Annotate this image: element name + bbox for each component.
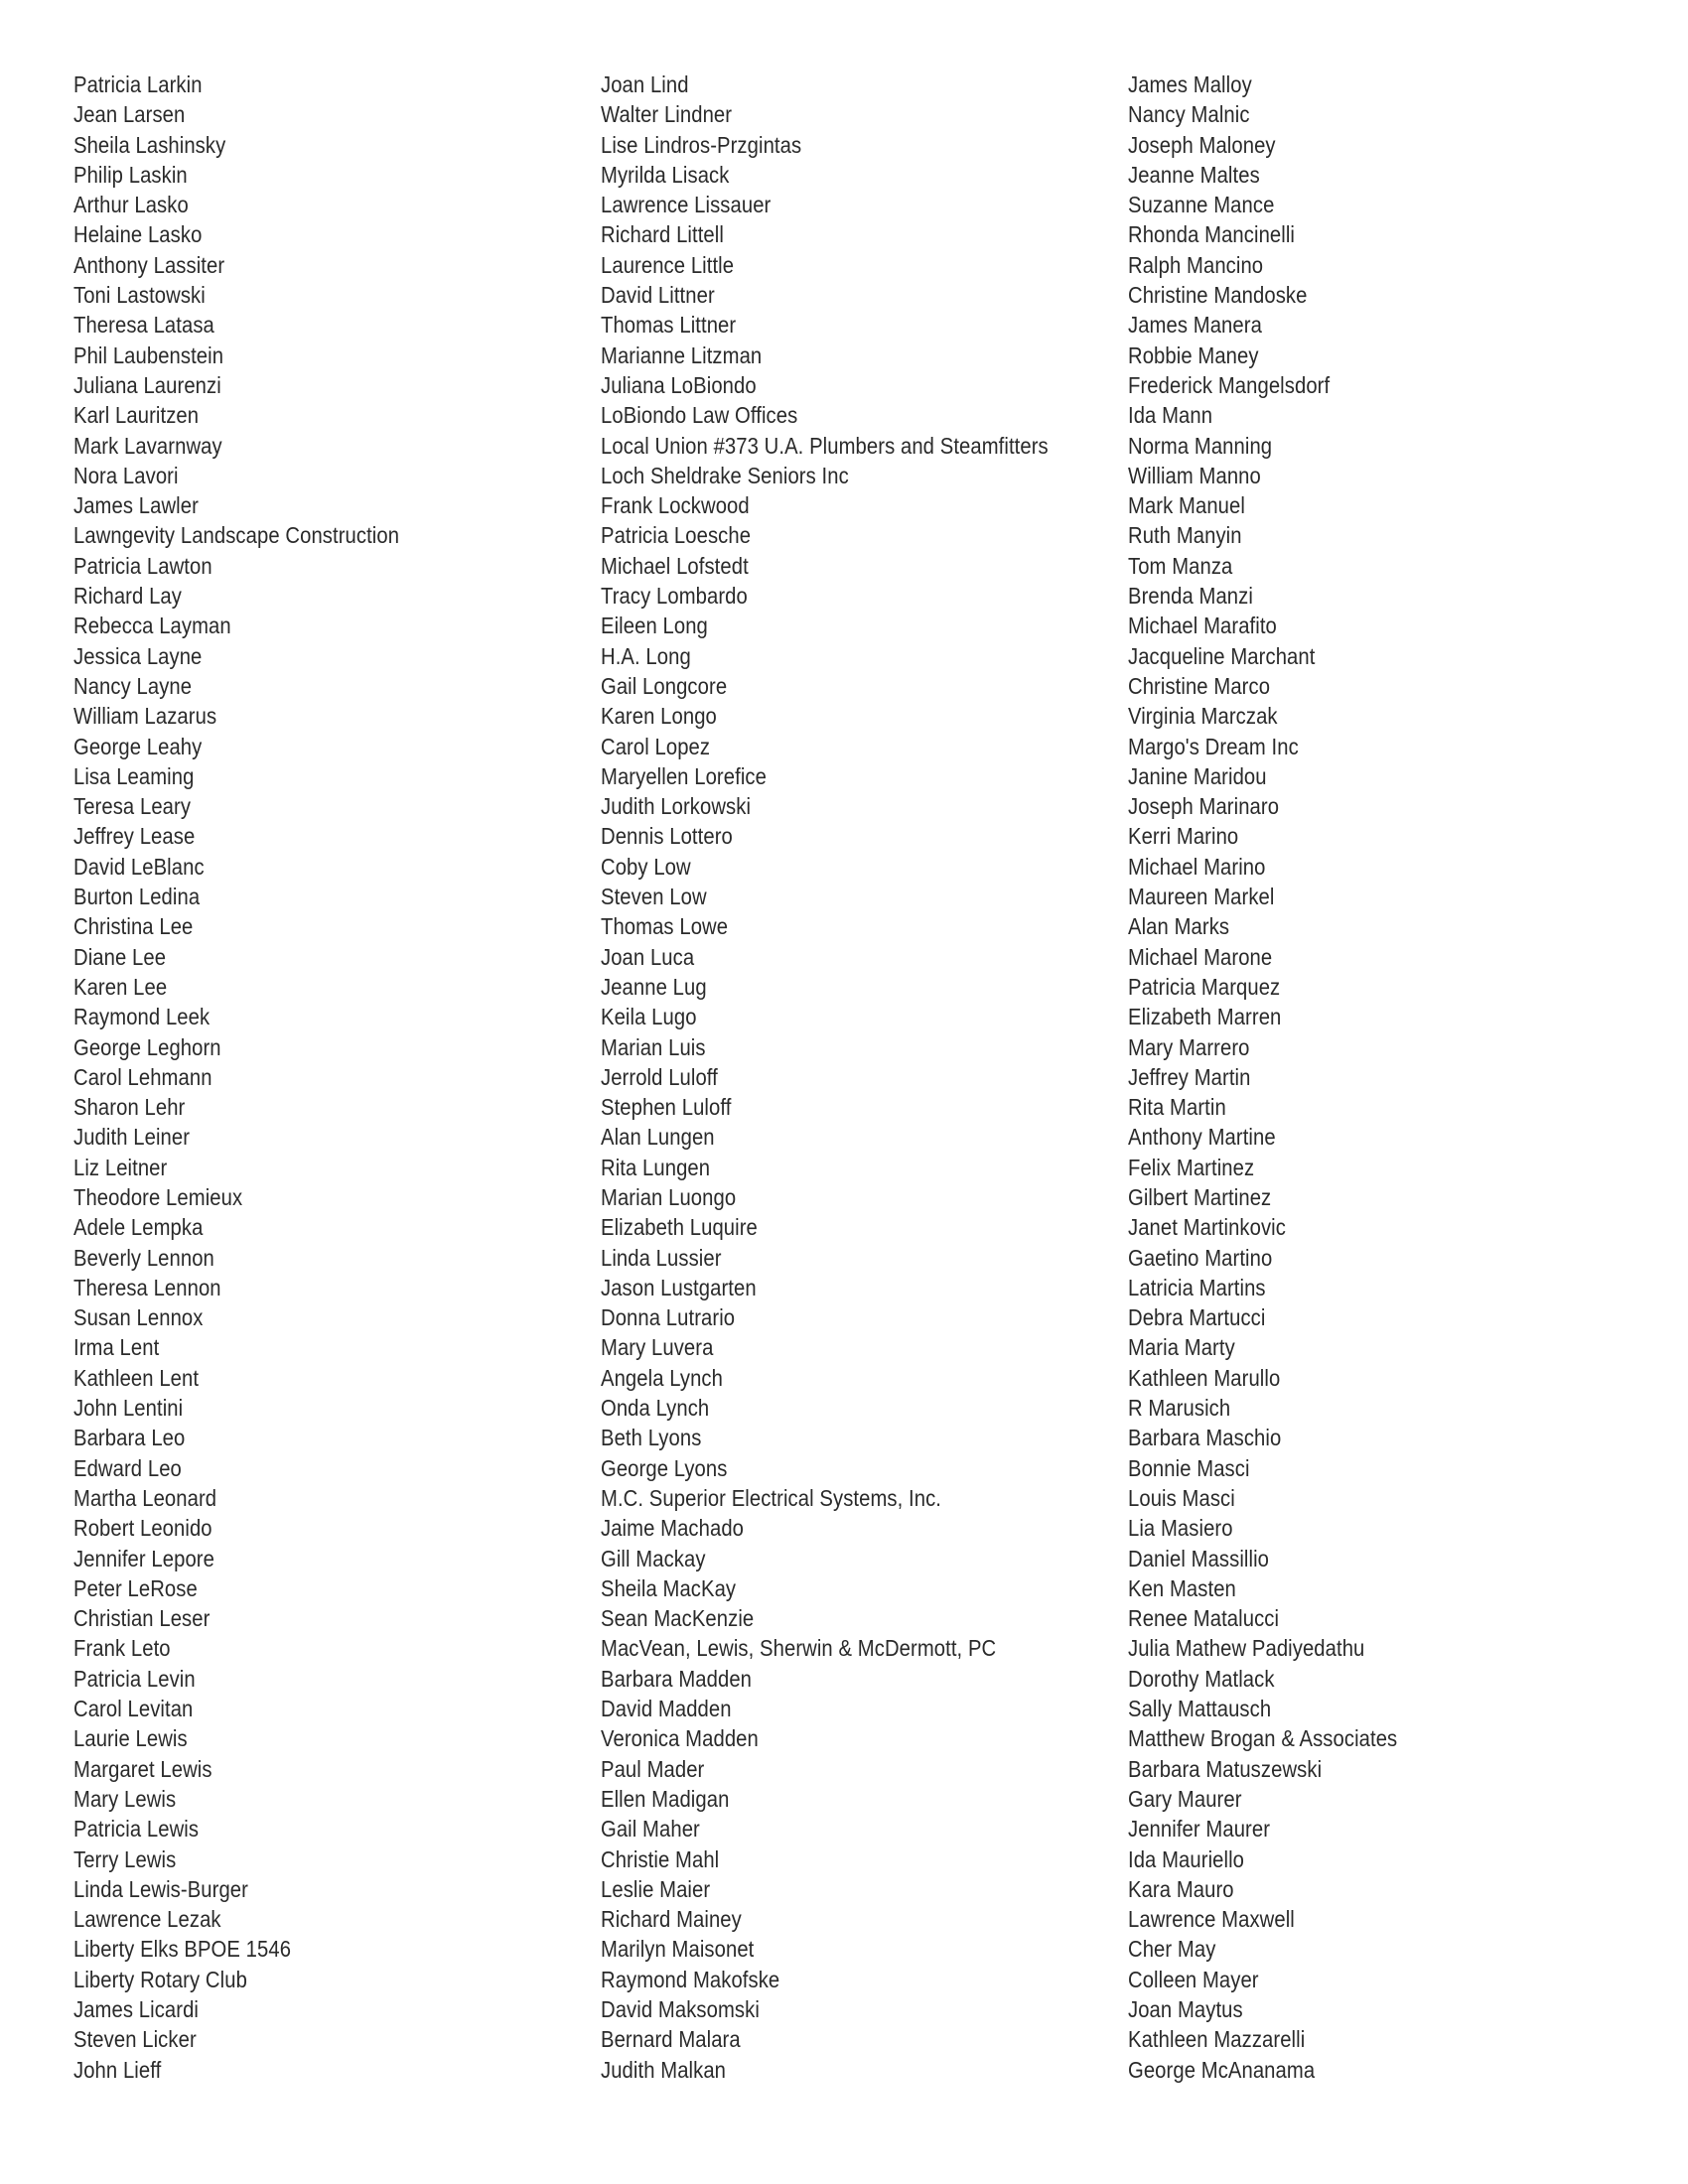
list-item: Angela Lynch	[601, 1364, 723, 1391]
list-item: Ida Mann	[1128, 402, 1213, 429]
list-item: Lise Lindros-Przgintas	[601, 131, 802, 158]
list-item: Richard Lay	[73, 583, 182, 610]
list-item: M.C. Superior Electrical Systems, Inc.	[601, 1484, 942, 1511]
list-item: Steven Low	[601, 884, 707, 910]
list-item: Dennis Lottero	[601, 823, 733, 850]
list-item: Liberty Rotary Club	[73, 1966, 247, 1992]
list-item: Anthony Martine	[1128, 1124, 1276, 1151]
list-item: Julia Mathew Padiyedathu	[1128, 1635, 1365, 1662]
list-item: Elizabeth Marren	[1128, 1004, 1282, 1030]
list-item: Mark Manuel	[1128, 492, 1245, 519]
list-item: Sheila Lashinsky	[73, 131, 226, 158]
list-item: Marianne Litzman	[601, 341, 763, 368]
list-item: Gail Maher	[601, 1816, 700, 1843]
list-item: Margaret Lewis	[73, 1755, 212, 1782]
list-item: Sharon Lehr	[73, 1094, 186, 1121]
list-item: Robert Leonido	[73, 1515, 212, 1542]
list-item: Rita Martin	[1128, 1094, 1226, 1121]
list-item: Thomas Lowe	[601, 913, 729, 940]
list-item: Christian Leser	[73, 1605, 211, 1632]
list-item: George Lyons	[601, 1454, 728, 1481]
list-item: Jeanne Maltes	[1128, 161, 1260, 188]
list-item: Linda Lussier	[601, 1244, 722, 1271]
list-item: Gail Longcore	[601, 672, 728, 699]
list-item: Coby Low	[601, 853, 691, 880]
list-item: Gill Mackay	[601, 1545, 706, 1571]
list-item: Alan Marks	[1128, 913, 1230, 940]
list-item: Stephen Luloff	[601, 1094, 732, 1121]
list-item: Keila Lugo	[601, 1004, 697, 1030]
list-item: Juliana Laurenzi	[73, 371, 221, 398]
list-item: Karen Lee	[73, 973, 168, 1000]
list-item: LoBiondo Law Offices	[601, 402, 798, 429]
list-item: Thomas Littner	[601, 312, 737, 339]
list-item: Judith Lorkowski	[601, 793, 752, 820]
list-item: Arthur Lasko	[73, 192, 189, 218]
list-item: Richard Mainey	[601, 1906, 742, 1933]
list-item: Robbie Maney	[1128, 341, 1259, 368]
list-item: Christina Lee	[73, 913, 194, 940]
list-item: Beth Lyons	[601, 1425, 702, 1451]
list-item: Maureen Markel	[1128, 884, 1275, 910]
list-item: Tracy Lombardo	[601, 583, 748, 610]
list-item: Dorothy Matlack	[1128, 1665, 1275, 1692]
list-item: Jean Larsen	[73, 101, 186, 128]
list-item: Janet Martinkovic	[1128, 1214, 1286, 1241]
list-item: James Licardi	[73, 1996, 200, 2022]
list-item: Edward Leo	[73, 1454, 182, 1481]
list-item: Kathleen Marullo	[1128, 1364, 1281, 1391]
list-item: Phil Laubenstein	[73, 341, 224, 368]
list-item: Kathleen Lent	[73, 1364, 200, 1391]
list-item: Lawrence Maxwell	[1128, 1906, 1295, 1933]
list-item: Sheila MacKay	[601, 1574, 737, 1601]
list-item: Laurie Lewis	[73, 1725, 188, 1752]
name-column-2	[601, 69, 1109, 2085]
list-item: Frank Leto	[73, 1635, 171, 1662]
list-item: Mary Marrero	[1128, 1033, 1250, 1060]
list-item: Patricia Loesche	[601, 522, 752, 549]
list-item: Cher May	[1128, 1936, 1216, 1963]
list-item: John Lieff	[73, 2056, 162, 2083]
list-item: Steven Licker	[73, 2026, 197, 2053]
list-item: James Malloy	[1128, 71, 1252, 97]
list-item: Eileen Long	[601, 613, 708, 639]
list-item: Paul Mader	[601, 1755, 705, 1782]
list-item: Norma Manning	[1128, 432, 1273, 459]
list-item: George Leghorn	[73, 1033, 221, 1060]
list-item: Barbara Matuszewski	[1128, 1755, 1323, 1782]
list-item: Suzanne Mance	[1128, 192, 1275, 218]
list-item: Anthony Lassiter	[73, 251, 225, 278]
list-item: Barbara Maschio	[1128, 1425, 1282, 1451]
list-item: Laurence Little	[601, 251, 735, 278]
list-item: Theodore Lemieux	[73, 1183, 243, 1210]
list-item: Nancy Malnic	[1128, 101, 1250, 128]
list-item: Onda Lynch	[601, 1395, 710, 1422]
list-item: Barbara Madden	[601, 1665, 753, 1692]
list-item: Patricia Marquez	[1128, 973, 1281, 1000]
list-item: Mark Lavarnway	[73, 432, 222, 459]
list-item: David Maksomski	[601, 1996, 760, 2022]
list-item: Tom Manza	[1128, 552, 1233, 579]
list-item: Patricia Lewis	[73, 1816, 200, 1843]
list-item: Renee Matalucci	[1128, 1605, 1280, 1632]
list-item: Rhonda Mancinelli	[1128, 221, 1296, 248]
list-item: Judith Malkan	[601, 2056, 727, 2083]
list-item: Irma Lent	[73, 1334, 160, 1361]
list-item: Daniel Massillio	[1128, 1545, 1270, 1571]
list-item: Jennifer Lepore	[73, 1545, 214, 1571]
list-item: Raymond Leek	[73, 1004, 211, 1030]
list-item: Gary Maurer	[1128, 1785, 1242, 1812]
list-item: Latricia Martins	[1128, 1274, 1266, 1300]
list-item: Linda Lewis-Burger	[73, 1875, 248, 1902]
list-item: Adele Lempka	[73, 1214, 204, 1241]
list-item: Kerri Marino	[1128, 823, 1239, 850]
list-item: Frederick Mangelsdorf	[1128, 371, 1331, 398]
list-item: Myrilda Lisack	[601, 161, 730, 188]
list-item: Local Union #373 U.A. Plumbers and Steamfitters	[601, 432, 1049, 459]
list-item: Karen Longo	[601, 703, 717, 730]
list-item: Burton Ledina	[73, 884, 201, 910]
list-item: William Lazarus	[73, 703, 217, 730]
list-item: Theresa Latasa	[73, 312, 214, 339]
list-item: Rita Lungen	[601, 1154, 711, 1180]
list-item: William Manno	[1128, 462, 1261, 488]
list-item: Liz Leitner	[73, 1154, 168, 1180]
list-item: Judith Leiner	[73, 1124, 191, 1151]
list-item: Jeffrey Martin	[1128, 1063, 1251, 1090]
list-item: Frank Lockwood	[601, 492, 750, 519]
name-column-1	[73, 69, 444, 2085]
list-item: Lawngevity Landscape Construction	[73, 522, 400, 549]
list-item: Christine Mandoske	[1128, 282, 1308, 309]
list-item: Peter LeRose	[73, 1574, 198, 1601]
list-item: Barbara Leo	[73, 1425, 186, 1451]
name-column-3	[1128, 69, 1434, 2085]
list-item: George McAnanama	[1128, 2056, 1316, 2083]
list-item: Sean MacKenzie	[601, 1605, 755, 1632]
list-item: Marian Luongo	[601, 1183, 737, 1210]
list-item: Jennifer Maurer	[1128, 1816, 1271, 1843]
list-item: Philip Laskin	[73, 161, 188, 188]
list-item: Nora Lavori	[73, 462, 179, 488]
list-item: Lawrence Lissauer	[601, 192, 772, 218]
list-item: Bernard Malara	[601, 2026, 741, 2053]
list-item: Carol Lehmann	[73, 1063, 212, 1090]
list-item: Toni Lastowski	[73, 282, 206, 309]
list-item: Margo's Dream Inc	[1128, 733, 1299, 759]
list-item: Carol Lopez	[601, 733, 711, 759]
list-item: Mary Luvera	[601, 1334, 714, 1361]
list-item: Christine Marco	[1128, 672, 1271, 699]
list-item: Joan Lind	[601, 71, 689, 97]
list-item: David Madden	[601, 1696, 732, 1722]
list-item: Ken Masten	[1128, 1574, 1236, 1601]
list-item: Sally Mattausch	[1128, 1696, 1272, 1722]
list-item: Raymond Makofske	[601, 1966, 780, 1992]
list-item: Christie Mahl	[601, 1845, 720, 1872]
list-item: Maryellen Lorefice	[601, 762, 767, 789]
list-item: Liberty Elks BPOE 1546	[73, 1936, 292, 1963]
list-item: Elizabeth Luquire	[601, 1214, 758, 1241]
list-item: Patricia Larkin	[73, 71, 203, 97]
list-item: Teresa Leary	[73, 793, 192, 820]
list-item: Nancy Layne	[73, 672, 193, 699]
list-item: David LeBlanc	[73, 853, 205, 880]
list-item: Karl Lauritzen	[73, 402, 200, 429]
list-item: Walter Lindner	[601, 101, 733, 128]
list-item: Jerrold Luloff	[601, 1063, 718, 1090]
list-item: Ralph Mancino	[1128, 251, 1264, 278]
list-item: Theresa Lennon	[73, 1274, 221, 1300]
list-item: Kara Mauro	[1128, 1875, 1234, 1902]
list-item: Carol Levitan	[73, 1696, 194, 1722]
list-item: Lawrence Lezak	[73, 1906, 221, 1933]
list-item: Jessica Layne	[73, 642, 203, 669]
list-item: Gilbert Martinez	[1128, 1183, 1272, 1210]
list-item: John Lentini	[73, 1395, 184, 1422]
list-item: James Lawler	[73, 492, 199, 519]
list-item: Joseph Marinaro	[1128, 793, 1280, 820]
list-item: Mary Lewis	[73, 1785, 177, 1812]
list-item: Maria Marty	[1128, 1334, 1235, 1361]
list-item: Matthew Brogan & Associates	[1128, 1725, 1398, 1752]
list-item: H.A. Long	[601, 642, 691, 669]
list-item: Joan Maytus	[1128, 1996, 1243, 2022]
list-item: Richard Littell	[601, 221, 724, 248]
list-item: MacVean, Lewis, Sherwin & McDermott, PC	[601, 1635, 997, 1662]
list-item: Bonnie Masci	[1128, 1454, 1250, 1481]
list-item: Leslie Maier	[601, 1875, 711, 1902]
list-item: Louis Masci	[1128, 1484, 1235, 1511]
list-item: Jeanne Lug	[601, 973, 707, 1000]
list-item: Lisa Leaming	[73, 762, 195, 789]
list-item: George Leahy	[73, 733, 203, 759]
list-item: Terry Lewis	[73, 1845, 177, 1872]
list-item: Michael Marone	[1128, 943, 1273, 970]
list-item: Loch Sheldrake Seniors Inc	[601, 462, 849, 488]
list-item: Lia Masiero	[1128, 1515, 1233, 1542]
list-item: Michael Marino	[1128, 853, 1266, 880]
list-item: Debra Martucci	[1128, 1304, 1266, 1331]
list-item: Jaime Machado	[601, 1515, 745, 1542]
list-item: R Marusich	[1128, 1395, 1231, 1422]
list-item: Felix Martinez	[1128, 1154, 1255, 1180]
list-item: Marilyn Maisonet	[601, 1936, 755, 1963]
list-item: Marian Luis	[601, 1033, 706, 1060]
list-item: Ellen Madigan	[601, 1785, 730, 1812]
list-item: Beverly Lennon	[73, 1244, 214, 1271]
list-item: Jeffrey Lease	[73, 823, 196, 850]
list-item: Michael Lofstedt	[601, 552, 749, 579]
list-item: Joseph Maloney	[1128, 131, 1276, 158]
list-item: Janine Maridou	[1128, 762, 1267, 789]
list-item: Ida Mauriello	[1128, 1845, 1245, 1872]
list-item: Juliana LoBiondo	[601, 371, 757, 398]
list-item: Michael Marafito	[1128, 613, 1277, 639]
list-item: Gaetino Martino	[1128, 1244, 1273, 1271]
list-item: David Littner	[601, 282, 715, 309]
list-item: Helaine Lasko	[73, 221, 203, 248]
list-item: Joan Luca	[601, 943, 695, 970]
list-item: Veronica Madden	[601, 1725, 759, 1752]
list-item: Diane Lee	[73, 943, 167, 970]
list-item: Virginia Marczak	[1128, 703, 1278, 730]
list-item: Patricia Levin	[73, 1665, 196, 1692]
list-item: Ruth Manyin	[1128, 522, 1242, 549]
list-item: Susan Lennox	[73, 1304, 204, 1331]
list-item: Martha Leonard	[73, 1484, 217, 1511]
list-item: Kathleen Mazzarelli	[1128, 2026, 1306, 2053]
list-item: James Manera	[1128, 312, 1262, 339]
list-item: Alan Lungen	[601, 1124, 715, 1151]
list-item: Patricia Lawton	[73, 552, 212, 579]
list-item: Jacqueline Marchant	[1128, 642, 1316, 669]
list-item: Rebecca Layman	[73, 613, 231, 639]
list-item: Donna Lutrario	[601, 1304, 736, 1331]
list-item: Brenda Manzi	[1128, 583, 1253, 610]
list-item: Colleen Mayer	[1128, 1966, 1259, 1992]
list-item: Jason Lustgarten	[601, 1274, 757, 1300]
